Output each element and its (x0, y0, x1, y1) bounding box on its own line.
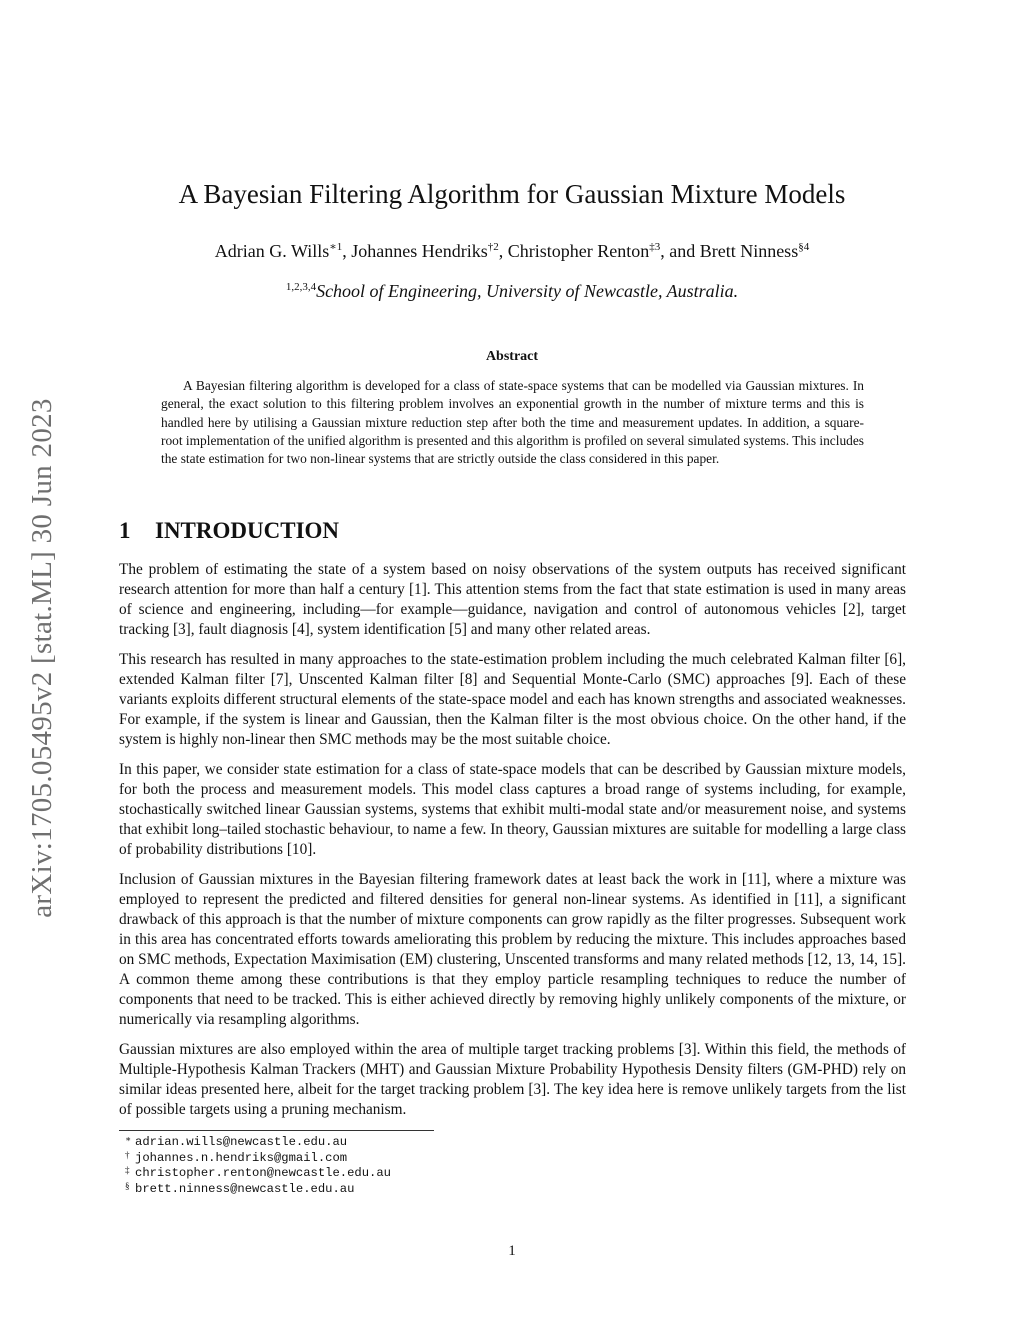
author-name: Brett Ninness (699, 241, 799, 261)
author-mark: ‡3 (649, 241, 661, 253)
footnote-mark: † (125, 1149, 130, 1160)
footnote-mark: § (125, 1181, 130, 1192)
section-title: INTRODUCTION (155, 518, 340, 543)
affiliation (0, 273, 1024, 305)
section-number: 1 (119, 518, 131, 543)
footnote-rule (119, 1130, 434, 1131)
author-mark: ∗1 (329, 241, 343, 253)
paper-title: A Bayesian Filtering Algorithm for Gaussian Mixture Models (178, 179, 846, 209)
abstract-body: A Bayesian filtering algorithm is developed for a class of state-space systems that can be modelled via Gaussian mixtures. In general, the exact solution to this filtering problem involves an exponential growth in the number of mixture terms and this is handled here by utilising a Gaussian mixture reduction step after both the time and measurement updates. In addition, a square-root implementation of the unified algorithm is presented and this algorithm is profiled on several simulated systems. This includes the state estimation for two non-linear systems that are strictly outside the class considered in this paper. (161, 378, 865, 467)
author-mark: †2 (487, 241, 499, 253)
author-name: Adrian G. Wills (214, 241, 330, 261)
affiliation-marks: 1,2,3,4 (285, 281, 317, 293)
page-number: 1 (508, 1243, 516, 1259)
author-name: Johannes Hendriks (351, 241, 488, 261)
abstract-heading: Abstract (485, 349, 539, 364)
footnote-text: adrian.wills@newcastle.edu.au (135, 1135, 348, 1149)
footnote-email[interactable] (119, 1166, 391, 1182)
footnote-list (119, 1135, 391, 1198)
section-heading (119, 515, 339, 547)
author-mark: §4 (798, 241, 810, 253)
affiliation-text: School of Engineering, University of Newcastle, Australia. (316, 281, 739, 301)
footnote-text: christopher.renton@newcastle.edu.au (135, 1166, 391, 1181)
paragraph: Gaussian mixtures are also employed within the area of multiple target tracking problems [3]. Within this field, the methods of Multiple-Hypothesis Kalman Trackers (MHT) and Gaussian Mixture Probability Hypothesis Density filters (GM-PHD) rely on similar ideas presented here, albeit for the target tracking problem [3]. The key idea here is remove unlikely targets from the list of possible targets using a pruning mechanism. (119, 1041, 906, 1118)
arxiv-identifier-stamp: arXiv:1705.05495v2 [stat.ML] 30 Jun 2023 (26, 398, 58, 918)
author-separator: , (498, 241, 508, 261)
introduction-body (119, 560, 906, 1130)
footnote-mark: ∗ (125, 1134, 132, 1144)
author-separator: , (342, 241, 352, 261)
paragraph: This research has resulted in many approaches to the state-estimation problem including the much celebrated Kalman filter [6], extended Kalman filter [7], Unscented Kalman filter [8] and Sequential Monte-Carlo (SMC) approaches [9]. Each of these variants exploits different structural elements of the state-space model and each has known strengths and associated weaknesses. For example, if the system is linear and Gaussian, then the Kalman filter is the most obvious choice. On the other hand, if the system is highly non-linear then SMC methods may be the most suitable choice. (119, 651, 906, 748)
footnote-email[interactable] (119, 1182, 391, 1198)
footnote-email[interactable] (119, 1135, 391, 1151)
paragraph: The problem of estimating the state of a system based on noisy observations of the system outputs has received significant research attention for more than half a century [1]. This attention stems from the fact that state estimation is used in many areas of science and engineering, including—for example—guidance, navigation and control of autonomous vehicles [2], target tracking [3], fault diagnosis [4], system identification [5] and many other related areas. (119, 561, 906, 638)
footnote-text: johannes.n.hendriks@gmail.com (135, 1150, 348, 1165)
author-separator: , and (660, 241, 700, 261)
footnote-text: brett.ninness@newcastle.edu.au (135, 1182, 355, 1197)
author-list (0, 234, 1024, 264)
footnote-email[interactable] (119, 1151, 391, 1167)
footnote-mark: ‡ (125, 1165, 130, 1176)
author-name: Christopher Renton (507, 241, 650, 261)
paragraph: Inclusion of Gaussian mixtures in the Bayesian filtering framework dates at least back the work in [11], where a mixture was employed to represent the predicted and filtered densities for general non-linear systems. As identified in [11], a significant drawback of this approach is that the number of mixture components can grow rapidly as the filter progresses. Subsequent work in this area has concentrated efforts towards ameliorating this problem by reducing the mixture. This includes approaches based on SMC methods, Expectation Maximisation (EM) clustering, Unscented transforms and many related methods [12, 13, 14, 15]. A common theme among these contributions is that they employ particle resampling techniques to reduce the number of components that need to be tracked. This is either achieved directly by removing highly unlikely components of the mixture, or numerically via resampling algorithms. (119, 871, 906, 1028)
paragraph: In this paper, we consider state estimation for a class of state-space models that can be described by Gaussian mixture models, for both the process and measurement models. This model class captures a broad range of systems including, for example, stochastically switched linear Gaussian systems, systems that exhibit multi-modal state and/or measurement noise, and systems that exhibit long–tailed stochastic behaviour, to name a few. In theory, Gaussian mixtures are suitable for modelling a large class of probability distributions [10]. (119, 761, 906, 858)
